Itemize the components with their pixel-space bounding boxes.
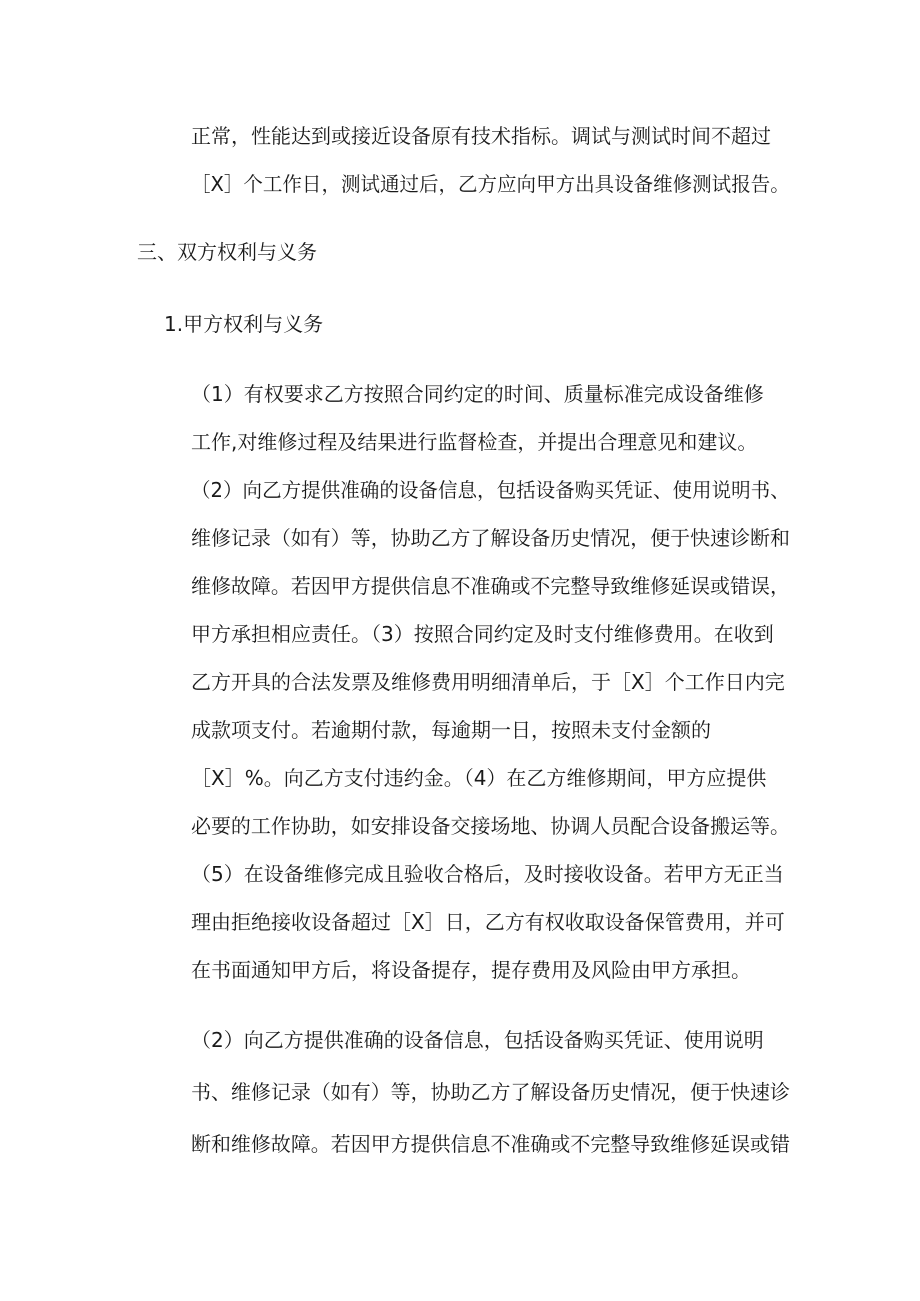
- clause-line: 工作,对维修过程及结果进行监督检查，并提出合理意见和建议。: [191, 430, 758, 454]
- clause-line: 成款项支付。若逾期付款，每逾期一日，按照未支付金额的: [191, 718, 711, 742]
- intro-line-1: 正常，性能达到或接近设备原有技术指标。调试与测试时间不超过: [191, 124, 771, 148]
- clause-line: （2）向乙方提供准确的设备信息，包括设备购买凭证、使用说明书、: [191, 478, 790, 502]
- intro-line-2: ［X］个工作日，测试通过后，乙方应向甲方出具设备维修测试报告。: [191, 172, 790, 196]
- clause-line: （5）在设备维修完成且验收合格后，及时接收设备。若甲方无正当: [191, 862, 784, 886]
- section-heading: 三、双方权利与义务: [137, 240, 317, 264]
- clause-line: 甲方承担相应责任。（3）按照合同约定及时支付维修费用。在收到: [191, 622, 774, 646]
- clause-line: 必要的工作协助，如安排设备交接场地、协调人员配合设备搬运等。: [191, 814, 790, 838]
- clause-line: 维修记录（如有）等，协助乙方了解设备历史情况，便于快速诊断和: [191, 526, 790, 550]
- clause-line: 乙方开具的合法发票及维修费用明细清单后，于［X］个工作日内完: [191, 670, 785, 694]
- clause-line: （2）向乙方提供准确的设备信息，包括设备购买凭证、使用说明: [191, 1028, 764, 1052]
- clause-line: ［X］%。向乙方支付违约金。（4）在乙方维修期间，甲方应提供: [191, 766, 767, 790]
- subsection-heading: 1.甲方权利与义务: [164, 312, 324, 336]
- clause-line: 书、维修记录（如有）等，协助乙方了解设备历史情况，便于快速诊: [191, 1080, 790, 1104]
- clause-line: 维修故障。若因甲方提供信息不准确或不完整导致维修延误或错误，: [191, 574, 790, 598]
- clause-line: 断和维修故障。若因甲方提供信息不准确或不完整导致维修延误或错: [191, 1132, 790, 1156]
- clause-line: 在书面通知甲方后，将设备提存，提存费用及风险由甲方承担。: [191, 958, 751, 982]
- clause-line: （1）有权要求乙方按照合同约定的时间、质量标准完成设备维修: [191, 382, 764, 406]
- clause-line: 理由拒绝接收设备超过［X］日，乙方有权收取设备保管费用，并可: [191, 910, 785, 934]
